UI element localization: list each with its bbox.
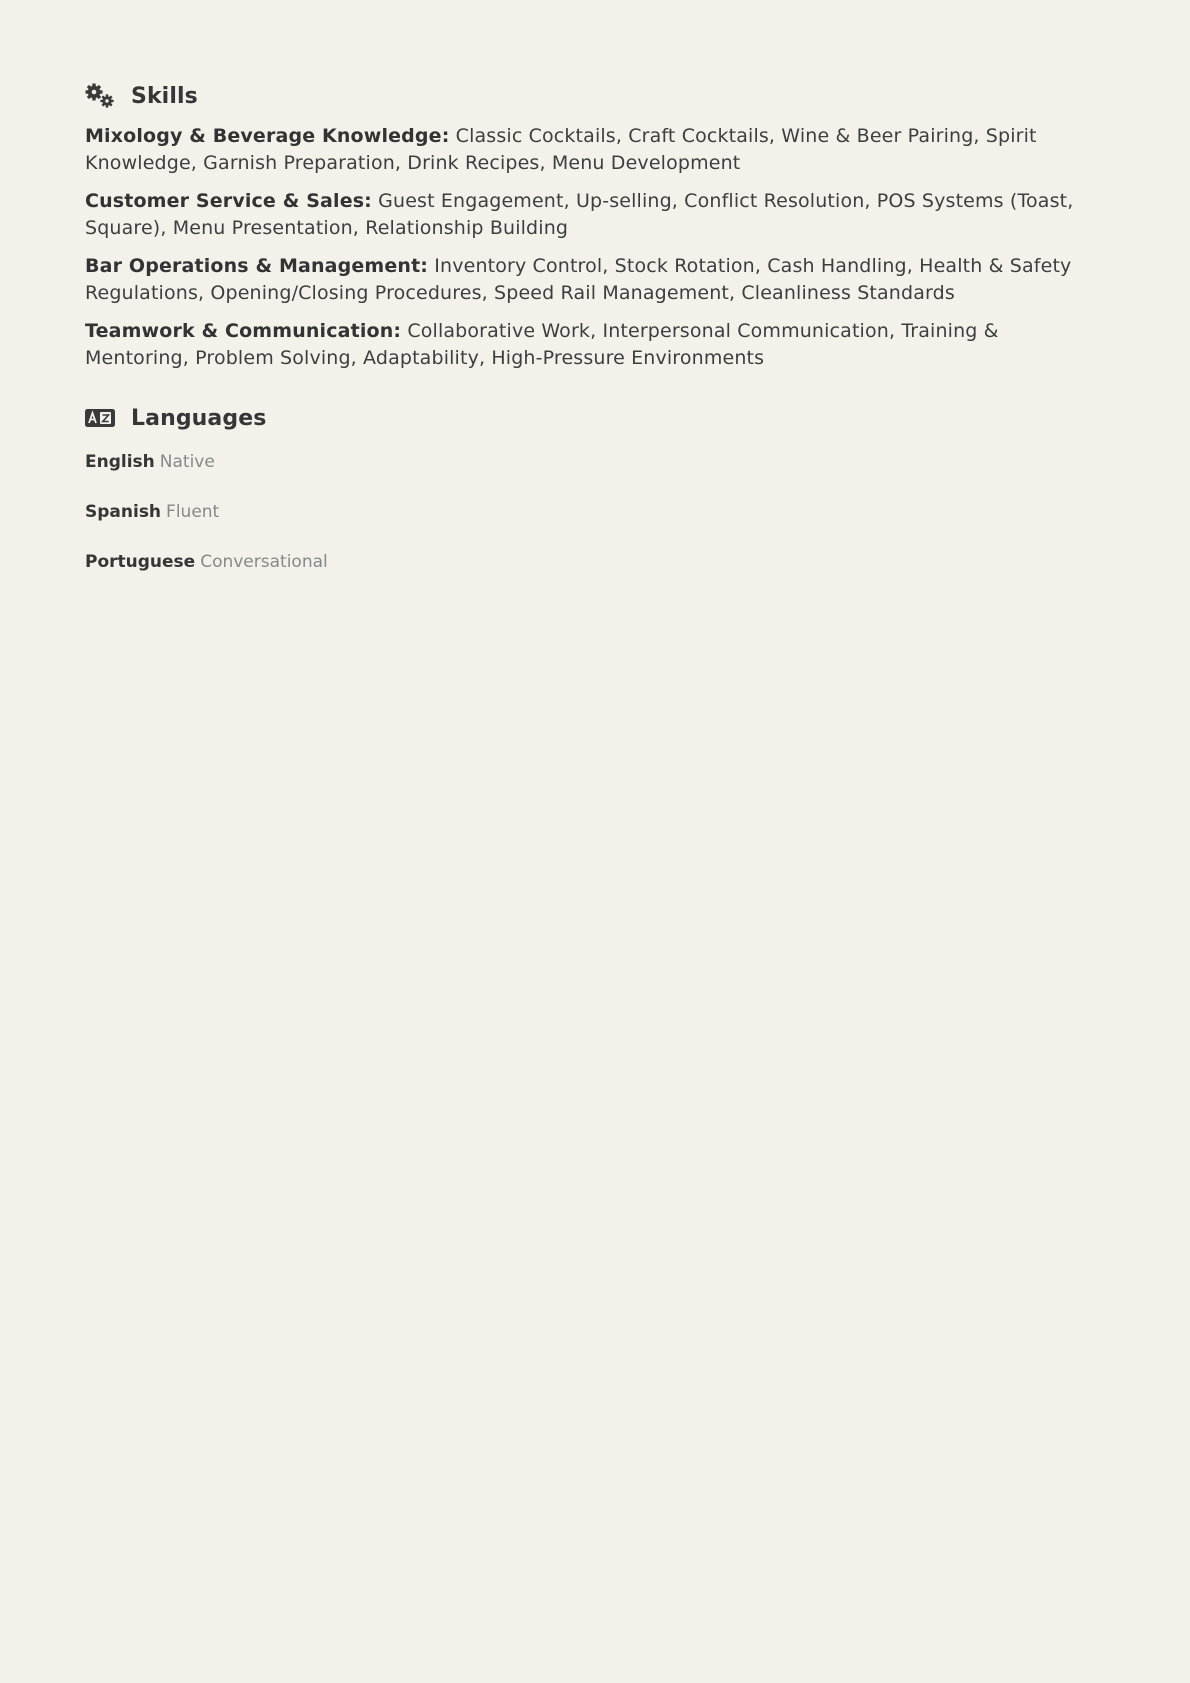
skill-category: Bar Operations & Management: [85,255,429,277]
language-level: Conversational [200,552,328,572]
language-name: Portuguese [85,552,196,572]
languages-heading: Languages [131,405,267,431]
language-list [85,450,1105,574]
language-item [85,550,1105,574]
language-name: Spanish [85,502,162,522]
skill-details: Collaborative Work, Interpersonal Communication, Training & Mentoring, Problem Solving, Adaptability, High-Pressure Environments [85,320,999,369]
language-item [85,500,1105,524]
languages-header [85,400,1105,436]
language-icon [85,403,115,433]
skill-item [85,253,1105,307]
skill-details: Classic Cocktails, Craft Cocktails, Wine & Beer Pairing, Spirit Knowledge, Garnish Preparation, Drink Recipes, Menu Development [85,125,1037,174]
language-level: Fluent [166,502,220,522]
language-level: Native [159,452,215,472]
languages-section [85,400,1105,574]
language-item [85,450,1105,474]
language-name: English [85,452,155,472]
skills-heading: Skills [131,83,198,109]
skill-details: Guest Engagement, Up-selling, Conflict Resolution, POS Systems (Toast, Square), Menu Presentation, Relationship Building [85,190,1074,239]
gears-icon [85,81,115,111]
skill-category: Teamwork & Communication: [85,320,402,342]
skill-item [85,318,1105,372]
skills-header [85,78,1105,114]
skill-item [85,123,1105,177]
skill-category: Mixology & Beverage Knowledge: [85,125,450,147]
skill-item [85,188,1105,242]
skill-details: Inventory Control, Stock Rotation, Cash Handling, Health & Safety Regulations, Opening/Closing Procedures, Speed Rail Management, Cleanliness Standards [85,255,1072,304]
skills-section [85,78,1105,372]
skill-category: Customer Service & Sales: [85,190,372,212]
